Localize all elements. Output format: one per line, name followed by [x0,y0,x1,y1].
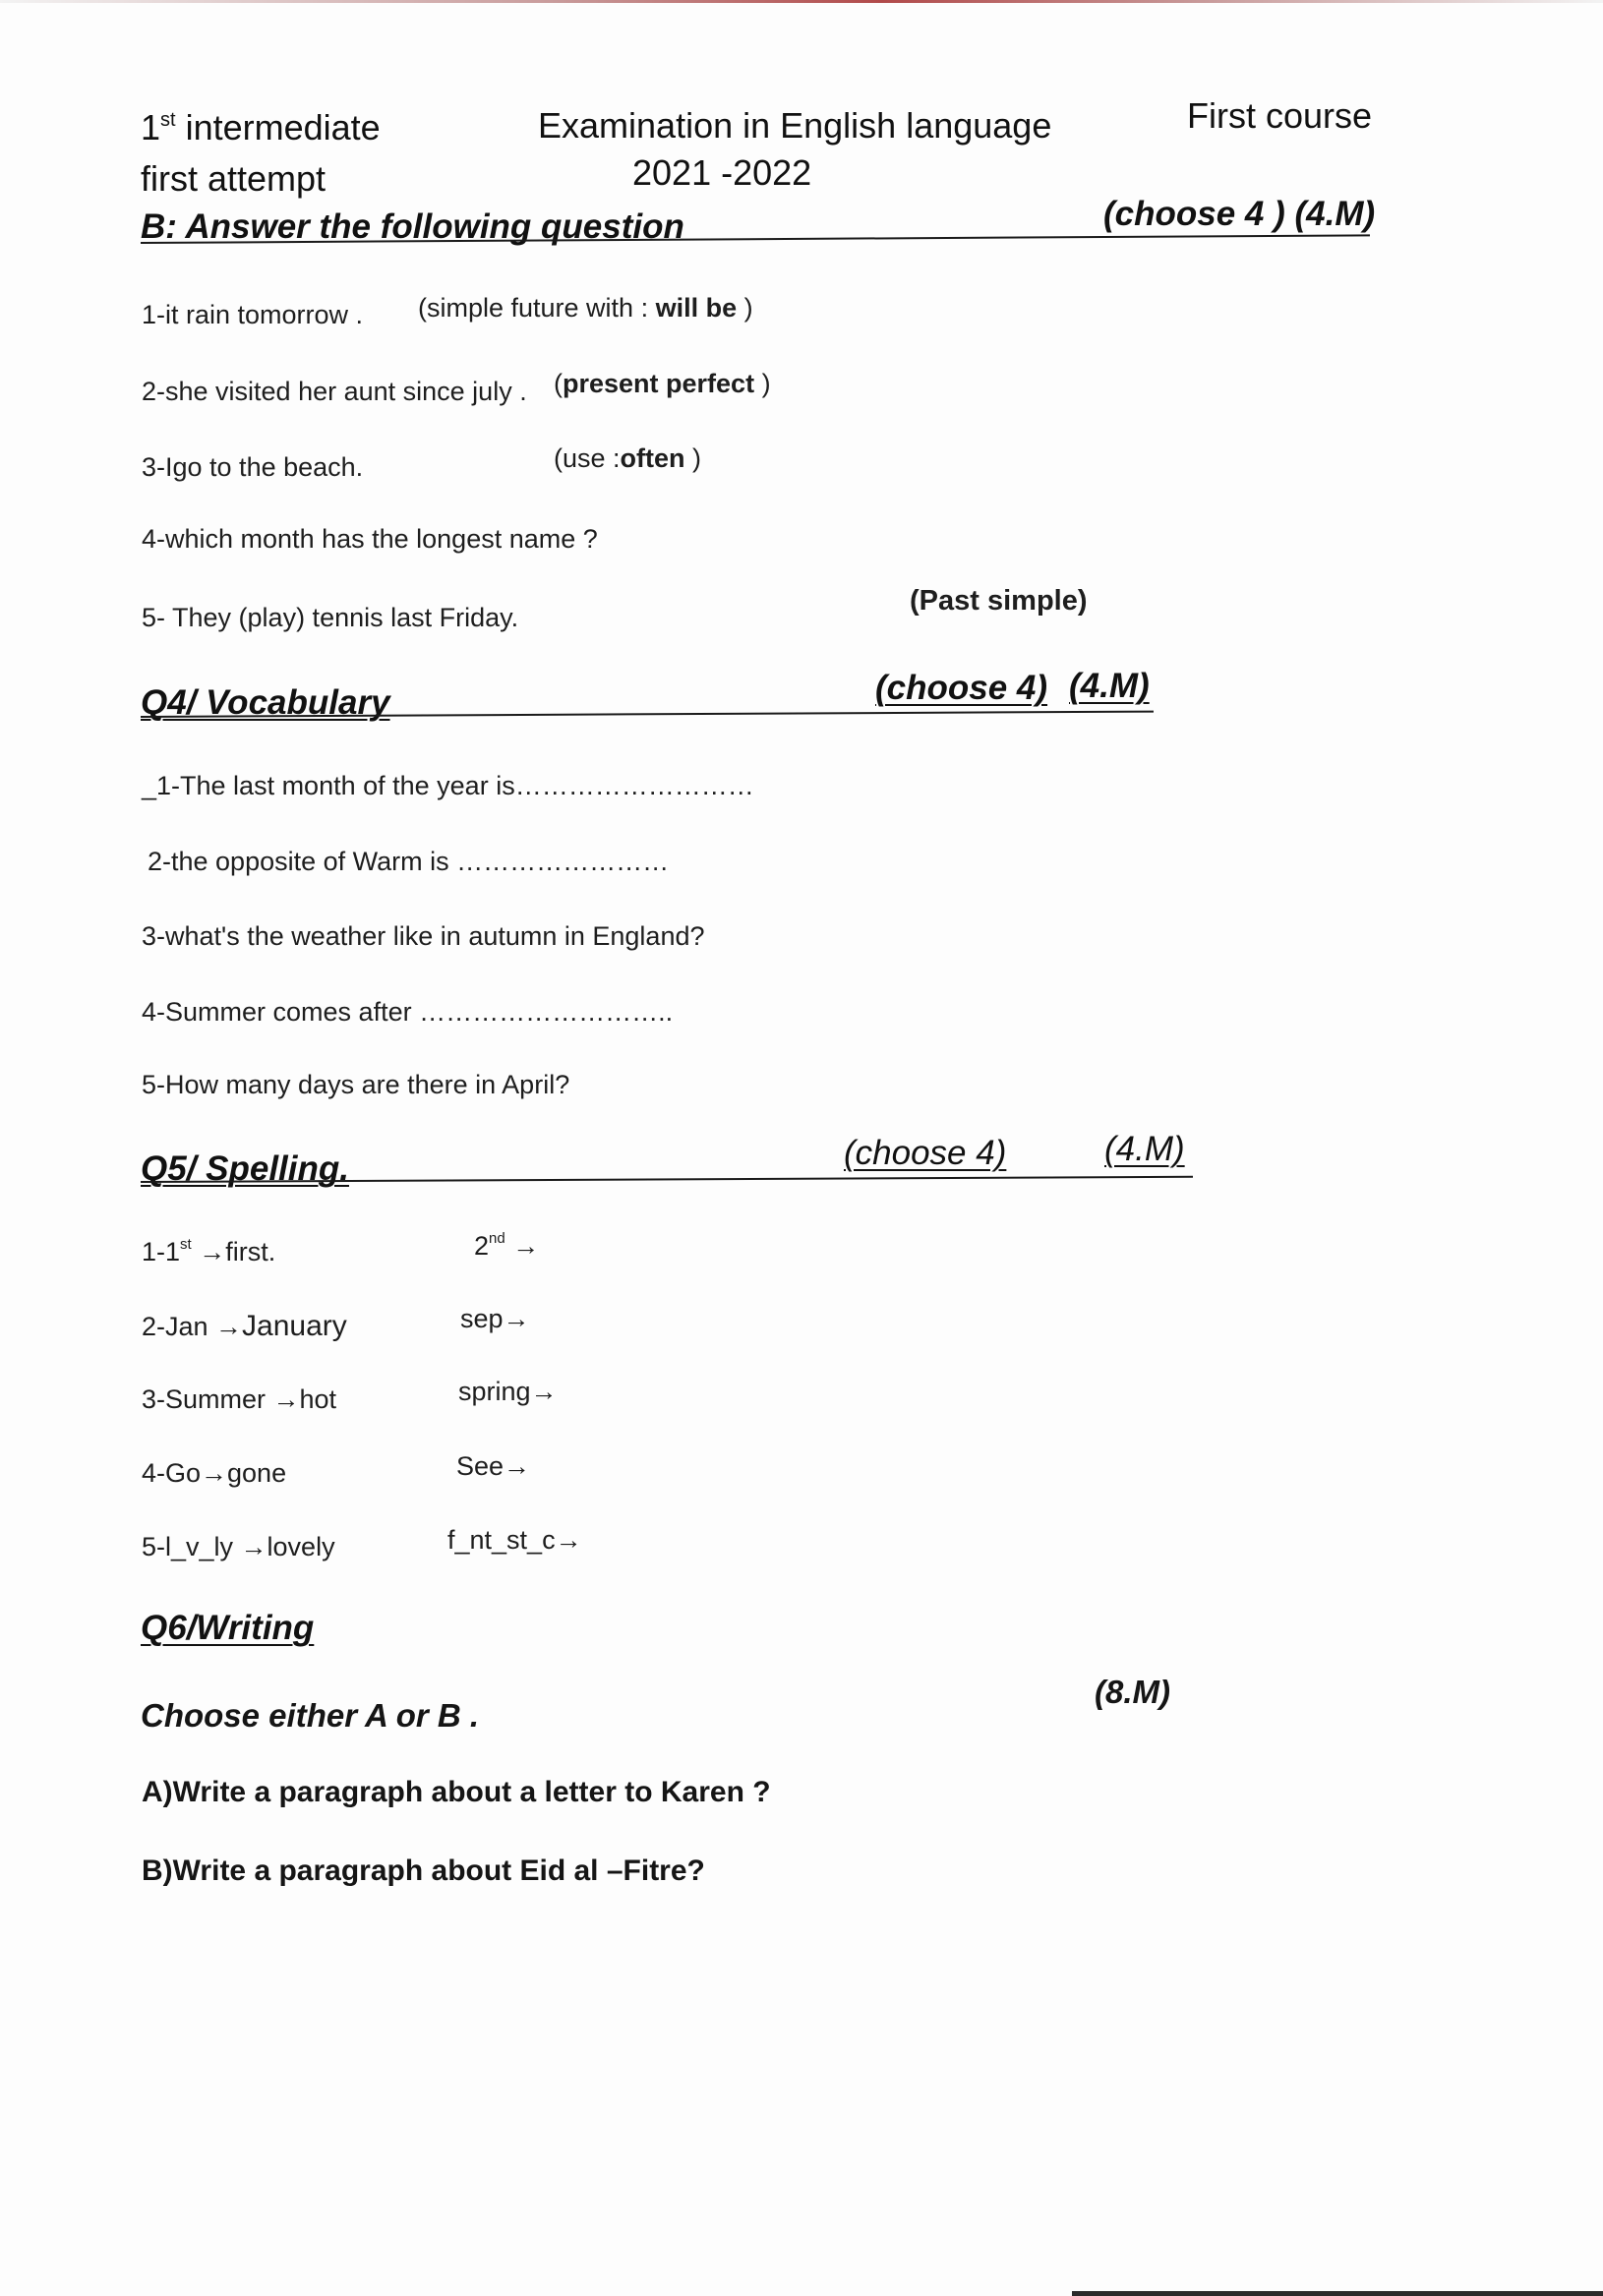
section-b-title: B: Answer the following question [141,207,684,246]
q5-row-2-right: sep→ [460,1304,530,1333]
q5-row-3-right: spring→ [458,1377,558,1406]
q4-title: Q4/ Vocabulary [141,683,390,722]
section-b-item-5-note: (Past simple) [910,585,1088,617]
exam-year: 2021 -2022 [632,152,812,193]
section-b-marks: (choose 4 ) (4.M) [1103,195,1376,233]
section-b-item-2: 2-she visited her aunt since july . [142,377,527,406]
q6-title: Q6/Writing [141,1609,315,1647]
section-b-item-3: 3-Igo to the beach. [142,452,364,482]
scan-bottom-edge [1072,2291,1603,2296]
q5-row-2-left: 2-Jan →January [142,1310,347,1342]
section-b-item-1: 1-it rain tomorrow . [142,300,364,329]
exam-title: Examination in English language [538,105,1052,146]
q6-marks: (8.M) [1095,1674,1170,1710]
q5-row-4-left: 4-Go→gone [142,1458,287,1488]
q5-row-4-right: See→ [456,1451,531,1481]
q4-item-5: 5-How many days are there in April? [142,1070,570,1099]
q4-item-4: 4-Summer comes after ……………………….. [142,997,674,1027]
q5-choose: (choose 4) [844,1134,1007,1172]
q6-choose: Choose either A or B . [141,1697,480,1734]
q6-option-b: B)Write a paragraph about Eid al –Fitre? [142,1854,705,1887]
scan-top-edge [0,0,1603,3]
q6-option-a: A)Write a paragraph about a letter to Karen ? [142,1776,771,1808]
q5-row-1-left: 1-1st →first. [142,1236,276,1266]
level-label: 1st intermediate [141,107,381,147]
course-label: First course [1187,95,1373,136]
q4-item-3: 3-what's the weather like in autumn in England? [142,921,705,951]
q5-row-1-right: 2nd → [474,1230,540,1261]
attempt-label: first attempt [141,158,327,199]
q5-marks: (4.M) [1104,1130,1185,1168]
section-b-item-4: 4-which month has the longest name ? [142,524,598,554]
q4-choose: (choose 4) [875,669,1048,707]
q4-marks: (4.M) [1069,667,1150,705]
q4-item-2: 2-the opposite of Warm is …………………… [148,847,670,876]
q5-row-5-right: f_nt_st_c→ [447,1525,582,1555]
q4-item-1: _1-The last month of the year is……………………… [142,771,754,800]
q5-row-5-left: 5-l_v_ly →lovely [142,1532,335,1561]
section-b-item-1-note: (simple future with : will be ) [418,293,753,323]
section-b-item-3-note: (use :often ) [554,443,702,473]
q5-row-3-left: 3-Summer →hot [142,1384,337,1414]
section-b-item-2-note: (present perfect ) [554,369,771,398]
q5-title: Q5/ Spelling. [141,1149,349,1188]
section-b-item-5: 5- They (play) tennis last Friday. [142,603,519,632]
